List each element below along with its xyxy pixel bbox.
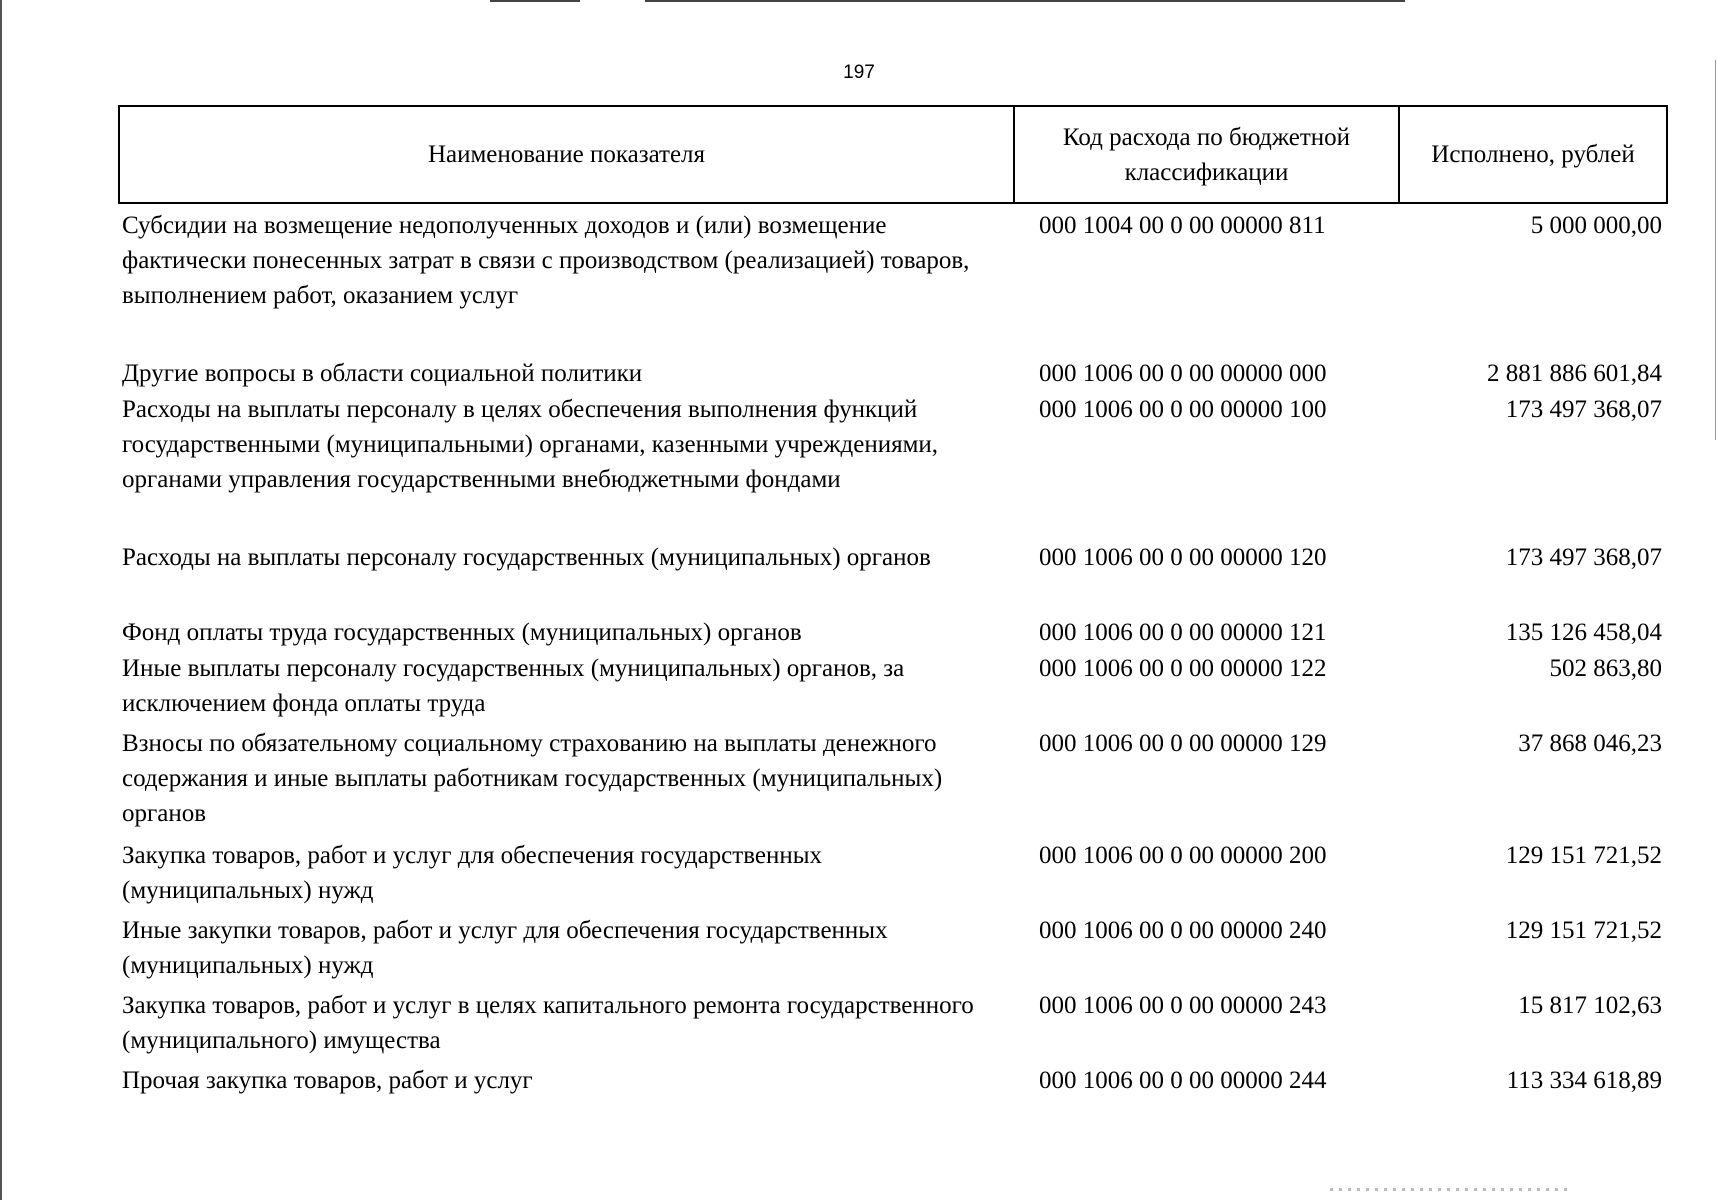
row-code: 000 1006 00 0 00 00000 000: [1039, 360, 1327, 387]
row-code: 000 1006 00 0 00 00000 129: [1039, 730, 1327, 757]
row-name: Расходы на выплаты персоналу в целях обеспечения выполнения функций государственными (муниципальными) органами, казенными учреждениями, органами управления государственными внебюджетными фондами: [122, 396, 939, 493]
row-amount: 173 497 368,07: [1505, 544, 1662, 571]
table-row: [118, 913, 1668, 988]
row-code: 000 1006 00 0 00 00000 240: [1039, 917, 1327, 944]
row-name: Прочая закупка товаров, работ и услуг: [122, 1067, 533, 1094]
row-name: Взносы по обязательному социальному страхованию на выплаты денежного содержания и иные выплаты работникам государственных (муниципальных) органов: [122, 730, 943, 827]
row-amount: 502 863,80: [1549, 655, 1662, 682]
row-name: Иные выплаты персоналу государственных (муниципальных) органов, за исключением фонда оплаты труда: [122, 655, 905, 717]
row-code: 000 1006 00 0 00 00000 122: [1039, 655, 1327, 682]
scan-edge-right: [1715, 60, 1716, 440]
row-name: Другие вопросы в области социальной политики: [122, 360, 643, 387]
scan-noise: [1330, 1188, 1570, 1191]
row-code: 000 1006 00 0 00 00000 100: [1039, 396, 1327, 423]
scan-edge-left: [0, 0, 2, 1200]
row-name: Закупка товаров, работ и услуг для обеспечения государственных (муниципальных) нужд: [122, 842, 823, 904]
row-name: Закупка товаров, работ и услуг в целях капитального ремонта государственного (муниципального) имущества: [122, 992, 974, 1054]
table-row: [118, 1063, 1668, 1103]
row-name: Фонд оплаты труда государственных (муниципальных) органов: [122, 619, 802, 646]
row-code: 000 1004 00 0 00 00000 811: [1039, 212, 1326, 239]
table-body: [118, 208, 1668, 1103]
table-row: [118, 651, 1668, 726]
page-number: 197: [843, 62, 875, 83]
row-amount: 37 868 046,23: [1518, 730, 1662, 757]
row-amount: 15 817 102,63: [1518, 992, 1662, 1019]
table-row: [118, 615, 1668, 651]
table-row: [118, 540, 1668, 615]
row-code: 000 1006 00 0 00 00000 121: [1039, 619, 1327, 646]
row-amount: 113 334 618,89: [1506, 1067, 1662, 1094]
header-name: Наименование показателя: [120, 107, 1015, 202]
table-row: [118, 726, 1668, 838]
row-amount: 135 126 458,04: [1505, 619, 1662, 646]
row-amount: 5 000 000,00: [1530, 212, 1662, 239]
row-amount: 2 881 886 601,84: [1487, 360, 1662, 387]
scan-top-rule: [490, 0, 580, 2]
row-name: Иные закупки товаров, работ и услуг для обеспечения государственных (муниципальных) нужд: [122, 917, 888, 979]
table-row: [118, 356, 1668, 392]
table-row: [118, 988, 1668, 1063]
row-name: Субсидии на возмещение недополученных доходов и (или) возмещение фактически понесенных затрат в связи с производством (реализацией) товаров, выполнением работ, оказанием услуг: [122, 212, 970, 309]
row-name: Расходы на выплаты персоналу государственных (муниципальных) органов: [122, 544, 931, 571]
table-header: [118, 105, 1668, 204]
header-amount: Исполнено, рублей: [1431, 141, 1635, 168]
scan-top-rule: [645, 0, 1405, 2]
header-code: Код расхода по бюджетной классификации: [1015, 107, 1400, 202]
table-row: [118, 838, 1668, 913]
row-code: 000 1006 00 0 00 00000 244: [1039, 1067, 1327, 1094]
row-amount: 129 151 721,52: [1505, 842, 1662, 869]
row-amount: 173 497 368,07: [1505, 396, 1662, 423]
row-code: 000 1006 00 0 00 00000 120: [1039, 544, 1327, 571]
row-code: 000 1006 00 0 00 00000 200: [1039, 842, 1327, 869]
table-row: [118, 208, 1668, 356]
row-code: 000 1006 00 0 00 00000 243: [1039, 992, 1327, 1019]
table-row: [118, 392, 1668, 540]
row-amount: 129 151 721,52: [1505, 917, 1662, 944]
